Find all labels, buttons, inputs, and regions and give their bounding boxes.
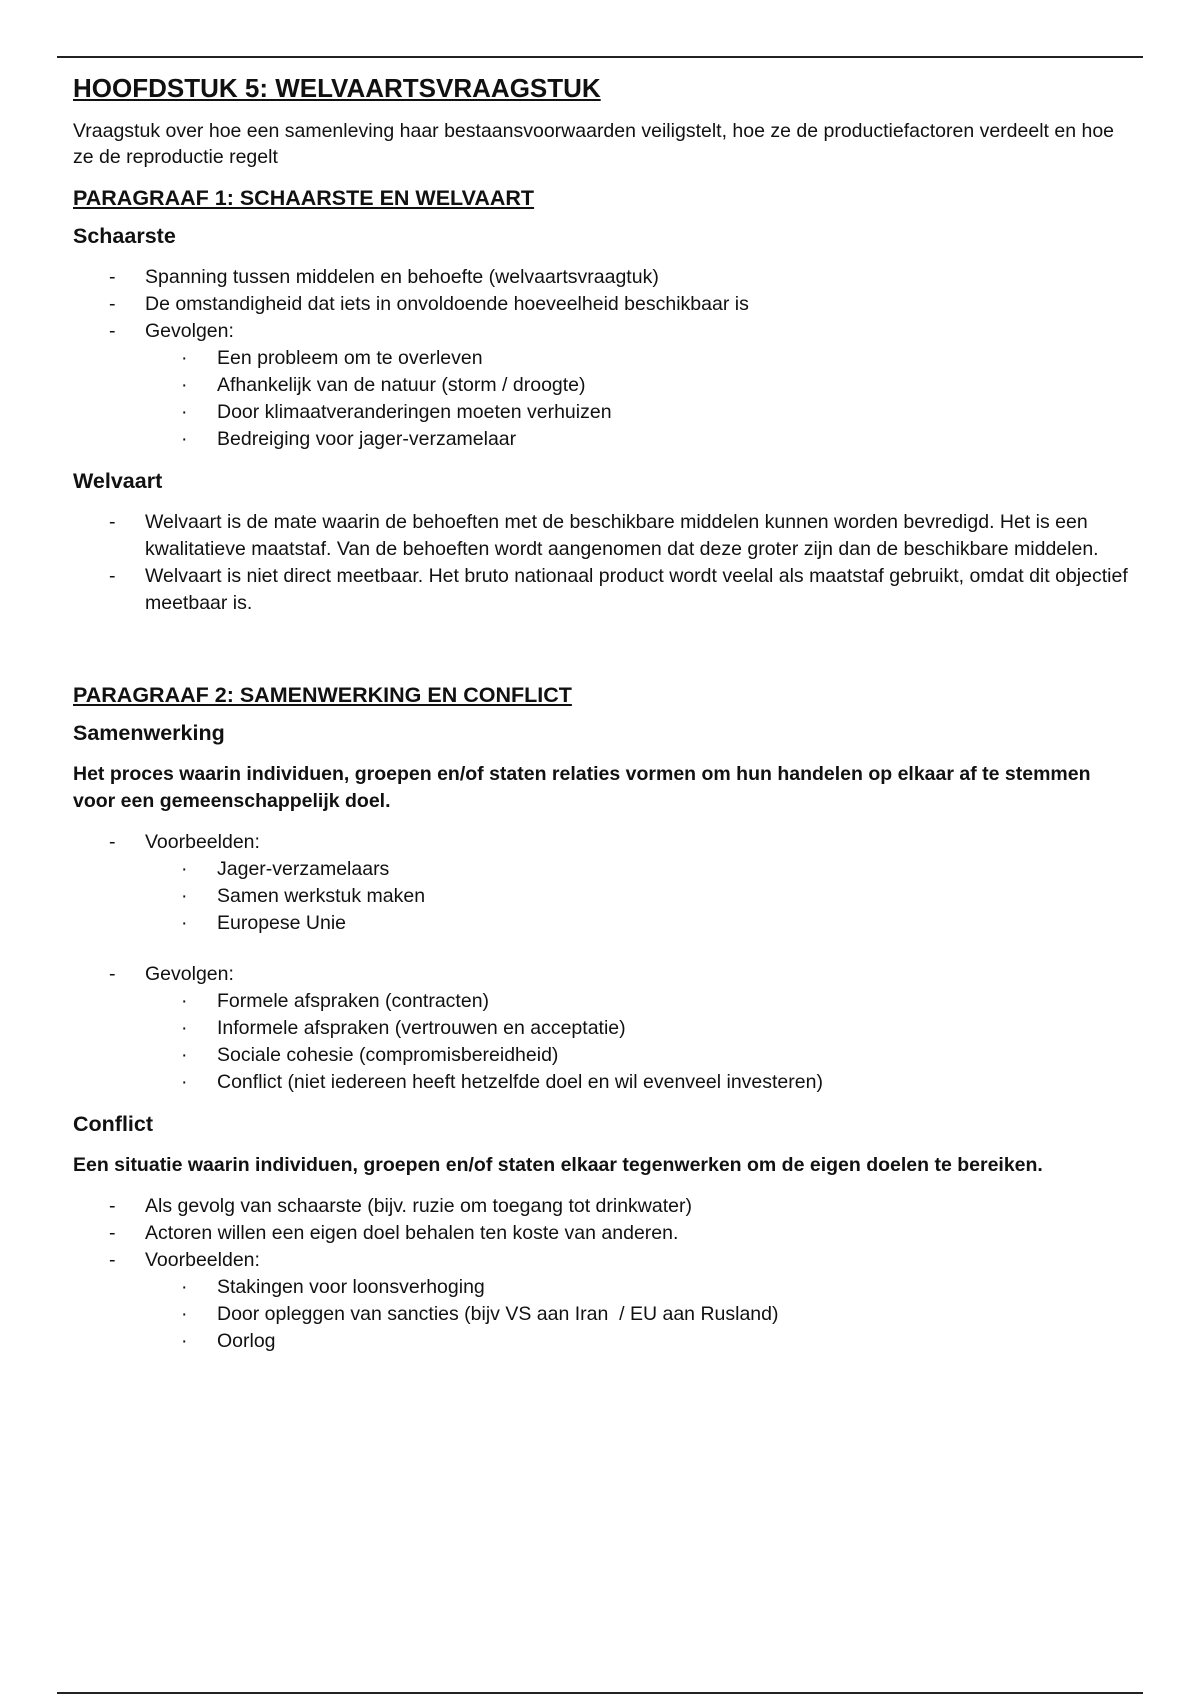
list-item: · Conflict (niet iedereen heeft hetzelfde doel en wil evenveel investeren) — [145, 1069, 1133, 1096]
samenwerking-definition: Het proces waarin individuen, groepen en/of staten relaties vormen om hun handelen op elkaar af te stemmen voor een gemeenschappelijk doel. — [73, 763, 1091, 812]
list-item: - De omstandigheid dat iets in onvoldoende hoeveelheid beschikbaar is — [73, 291, 1133, 318]
conflict-definition: Een situatie waarin individuen, groepen en/of staten elkaar tegenwerken om de eigen doelen te bereiken. — [73, 1154, 1043, 1176]
samenwerking-voorbeelden-sublist — [145, 856, 1133, 937]
dash-bullet: - — [109, 266, 116, 288]
dot-bullet: · — [181, 1276, 188, 1298]
dot-bullet: · — [181, 1303, 188, 1325]
dot-bullet: · — [181, 401, 188, 423]
list-item: · Stakingen voor loonsverhoging — [145, 1274, 1133, 1301]
dash-bullet: - — [109, 511, 116, 533]
dash-bullet: - — [109, 1195, 116, 1217]
chapter-title: HOOFDSTUK 5: WELVAARTSVRAAGSTUK — [73, 73, 601, 103]
bottom-rule — [57, 1692, 1143, 1694]
dot-bullet: · — [181, 428, 188, 450]
list-item: · Door opleggen van sancties (bijv VS aan Iran / EU aan Rusland) — [145, 1301, 1133, 1328]
section-1-title: PARAGRAAF 1: SCHAARSTE EN WELVAART — [73, 186, 535, 210]
top-rule — [57, 56, 1143, 58]
dot-bullet: · — [181, 1071, 188, 1093]
dot-bullet: · — [181, 347, 188, 369]
samenwerking-gevolgen-sublist — [145, 988, 1133, 1096]
section-2-title: PARAGRAAF 2: SAMENWERKING EN CONFLICT — [73, 683, 572, 707]
dash-bullet: - — [109, 1222, 116, 1244]
dash-bullet: - — [109, 320, 116, 342]
schaarste-heading: Schaarste — [73, 224, 176, 248]
samenwerking-gevolgen-list — [73, 961, 1133, 1096]
list-item: - Voorbeelden: · Jager-verzamelaars · Samen werkstuk maken · Europese Unie — [73, 829, 1133, 937]
list-item: · Door klimaatveranderingen moeten verhuizen — [145, 399, 1133, 426]
list-item: · Sociale cohesie (compromisbereidheid) — [145, 1042, 1133, 1069]
list-item: · Een probleem om te overleven — [145, 345, 1133, 372]
dot-bullet: · — [181, 912, 188, 934]
dash-bullet: - — [109, 293, 116, 315]
list-item: · Formele afspraken (contracten) — [145, 988, 1133, 1015]
list-item: · Afhankelijk van de natuur (storm / droogte) — [145, 372, 1133, 399]
conflict-list — [73, 1193, 1133, 1355]
dash-bullet: - — [109, 565, 116, 587]
dash-bullet: - — [109, 963, 116, 985]
dash-bullet: - — [109, 831, 116, 853]
list-item: - Actoren willen een eigen doel behalen ten koste van anderen. — [73, 1220, 1133, 1247]
dot-bullet: · — [181, 858, 188, 880]
dot-bullet: · — [181, 374, 188, 396]
welvaart-list — [73, 509, 1133, 617]
list-item: - Gevolgen: · Formele afspraken (contracten) · Informele afspraken (vertrouwen en acceptatie) · Sociale cohesie (compromisbereidheid) · Conflict (niet iedereen heeft hetzelfde doel en wil evenveel investeren) — [73, 961, 1133, 1096]
list-item: - Als gevolg van schaarste (bijv. ruzie om toegang tot drinkwater) — [73, 1193, 1133, 1220]
list-item: · Informele afspraken (vertrouwen en acceptatie) — [145, 1015, 1133, 1042]
list-item: · Europese Unie — [145, 910, 1133, 937]
list-item: - Spanning tussen middelen en behoefte (welvaartsvraagtuk) — [73, 264, 1133, 291]
document-page — [73, 72, 1133, 1355]
schaarste-gevolgen-list — [145, 345, 1133, 453]
dot-bullet: · — [181, 1017, 188, 1039]
conflict-voorbeelden-list — [145, 1274, 1133, 1355]
dot-bullet: · — [181, 1330, 188, 1352]
list-item: - Voorbeelden: · Stakingen voor loonsverhoging · Door opleggen van sancties (bijv VS aan Iran / EU aan Rusland) · Oorlog — [73, 1247, 1133, 1355]
list-item: - Welvaart is de mate waarin de behoeften met de beschikbare middelen kunnen worden bevredigd. Het is een kwalitatieve maatstaf. Van de behoeften wordt aangenomen dat deze groter zijn dan de beschikbare middelen. — [109, 511, 1099, 560]
dash-bullet: - — [109, 1249, 116, 1271]
list-item: · Oorlog — [145, 1328, 1133, 1355]
list-item: - Gevolgen: · Een probleem om te overleven · Afhankelijk van de natuur (storm / droogte) · Door klimaatveranderingen moeten verhuizen · Bedreiging voor jager-verzamelaar — [73, 318, 1133, 453]
welvaart-heading: Welvaart — [73, 469, 163, 493]
list-item: · Jager-verzamelaars — [145, 856, 1133, 883]
samenwerking-voorbeelden-list — [73, 829, 1133, 937]
chapter-intro: Vraagstuk over hoe een samenleving haar bestaansvoorwaarden veiligstelt, hoe ze de productiefactoren verdeelt en hoe ze de reproductie regelt — [73, 120, 1115, 168]
schaarste-list — [73, 264, 1133, 453]
dot-bullet: · — [181, 990, 188, 1012]
dot-bullet: · — [181, 1044, 188, 1066]
dot-bullet: · — [181, 885, 188, 907]
conflict-heading: Conflict — [73, 1112, 154, 1136]
samenwerking-heading: Samenwerking — [73, 721, 225, 745]
list-item: · Samen werkstuk maken — [145, 883, 1133, 910]
list-item: - Welvaart is niet direct meetbaar. Het bruto nationaal product wordt veelal als maatstaf gebruikt, omdat dit objectief meetbaar is. — [109, 565, 1128, 614]
list-item: · Bedreiging voor jager-verzamelaar — [145, 426, 1133, 453]
